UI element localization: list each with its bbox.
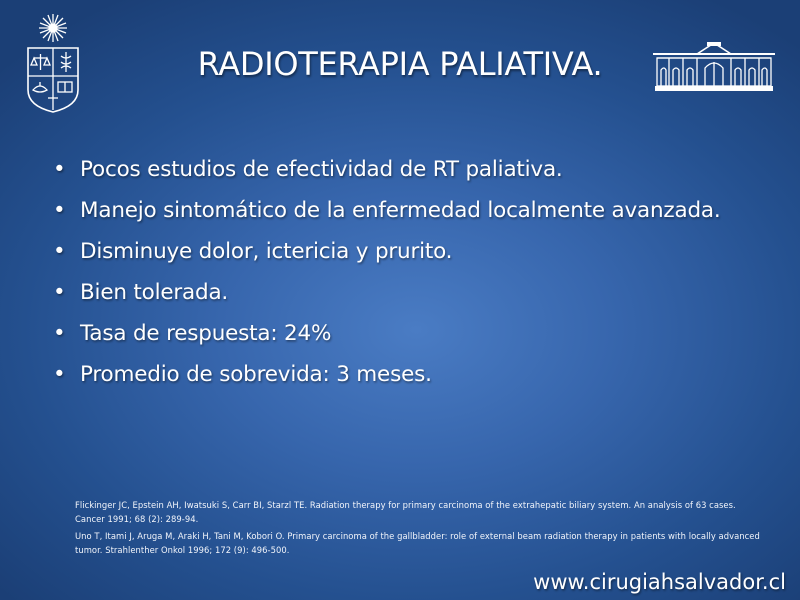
bullet-marker: • (53, 157, 66, 182)
slide-title: RADIOTERAPIA PALIATIVA. (197, 45, 603, 83)
bullet-text: Promedio de sobrevida: 3 meses. (80, 362, 432, 387)
reference-citation: Uno T, Itami J, Aruga M, Araki H, Tani M, Kobori O. Primary carcinoma of the gallbladder: role of external beam radiation therapy in patients with locally advanced tumor. Strahlenther Onkol 1996; 172 (9): 496-500. (75, 531, 760, 555)
bullet-marker: • (53, 321, 66, 346)
bullet-item (50, 278, 730, 307)
bullet-item (50, 360, 730, 389)
bullet-marker: • (53, 198, 66, 223)
bullet-list (50, 155, 730, 401)
bullet-item (50, 196, 730, 225)
bullet-item (50, 237, 730, 266)
bullet-text: Manejo sintomático de la enfermedad localmente avanzada. (80, 198, 721, 223)
bullet-text: Tasa de respuesta: 24% (80, 321, 332, 346)
university-crest-icon (22, 10, 84, 114)
website-footer: www.cirugiahsalvador.cl (533, 570, 786, 594)
references (75, 498, 765, 560)
bullet-text: Pocos estudios de efectividad de RT paliativa. (80, 157, 563, 182)
bullet-marker: • (53, 239, 66, 264)
hospital-building-icon (653, 40, 775, 92)
bullet-text: Disminuye dolor, ictericia y prurito. (80, 239, 453, 264)
bullet-marker: • (53, 280, 66, 305)
bullet-marker: • (53, 362, 66, 387)
bullet-item (50, 155, 730, 184)
bullet-item (50, 319, 730, 348)
bullet-text: Bien tolerada. (80, 280, 229, 305)
reference-citation: Flickinger JC, Epstein AH, Iwatsuki S, Carr BI, Starzl TE. Radiation therapy for primary carcinoma of the extrahepatic biliary system. An analysis of 63 cases. Cancer 1991; 68 (2): 289-94. (75, 500, 736, 524)
